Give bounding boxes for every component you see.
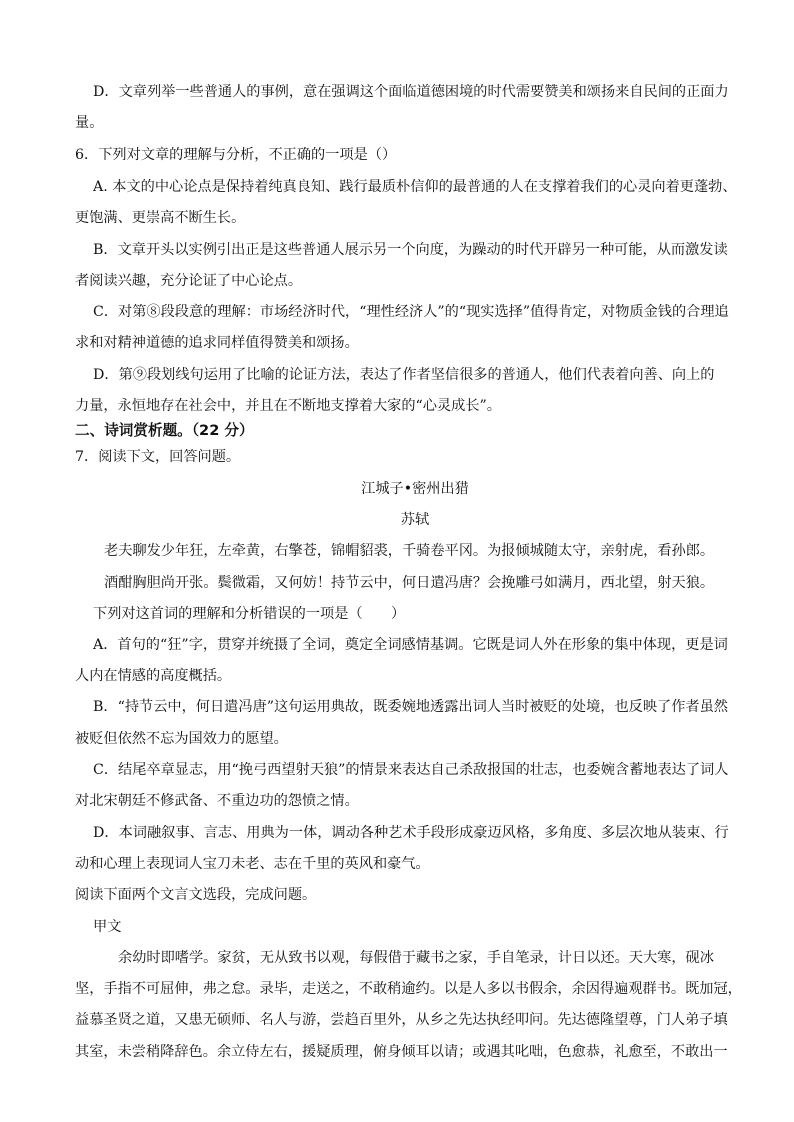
q7-option-c-line1: C．结尾卒章显志，用“挽弓西望射天狼”的情景来表达自己杀敌报国的壮志，也委婉含蓄地表达了词人 (93, 762, 729, 778)
q7-option-b-line2: 被贬但依然不忘为国效力的愿望。 (75, 731, 288, 747)
poem-line-1: 老夫聊发少年狂，左牵黄，右擎苍，锦帽貂裘，千骑卷平冈。为报倾城随太守，亲射虎，看孙郎。 (104, 543, 715, 559)
q6-option-c-line2: 求和对精神道德的追求同样值得赞美和颂扬。 (75, 335, 359, 351)
q5-option-d-line1: D．文章列举一些普通人的事例，意在强调这个面临道德困境的时代需要赞美和颂扬来自民间的正面力 (93, 84, 729, 100)
q7-question: 下列对这首词的理解和分析错误的一项是（ ） (93, 606, 406, 622)
q6-option-a-line1: A. 本文的中心论点是保持着纯真良知、践行最质朴信仰的最普通的人在支撑着我们的心灵向着更蓬勃、 (93, 179, 737, 195)
q7-option-d-line2: 动和心理上表现词人宝刀未老、志在千里的英风和豪气。 (75, 856, 430, 872)
jia-text-line1: 余幼时即嗜学。家贫，无从致书以观，每假借于藏书之家，手自笔录，计日以还。天大寒，砚冰 (118, 950, 714, 966)
reading-intro: 阅读下面两个文言文选段，完成问题。 (75, 887, 317, 903)
poem-author: 苏轼 (400, 512, 430, 528)
q6-option-d-line1: D．第⑨段划线句运用了比喻的论证方法，表达了作者坚信很多的普通人，他们代表着向善、向上的 (93, 367, 715, 383)
jia-text-line4: 其室，未尝稍降辞色。余立侍左右，援疑质理，俯身倾耳以请；或遇其叱咄，色愈恭，礼愈至，不敢出一 (75, 1044, 728, 1060)
jia-text-line2: 坚，手指不可屈伸，弗之怠。录毕，走送之，不敢稍逾约。以是人多以书假余，余因得遍观群书。既加冠， (75, 981, 742, 997)
q7-option-d-line1: D．本词融叙事、言志、用典为一体，调动各种艺术手段形成豪迈风格，多角度、多层次地从装束、行 (93, 825, 729, 841)
jia-text-line3: 益慕圣贤之道，又患无硕师、名人与游，尝趋百里外，从乡之先达执经叩问。先达德隆望尊，门人弟子填 (75, 1012, 728, 1028)
section-2-heading: 二、诗词赏析题。（22 分） (75, 422, 254, 439)
q6-option-b-line2: 者阅读兴趣，充分论证了中心论点。 (75, 273, 303, 289)
poem-title: 江城子•密州出猎 (361, 481, 469, 497)
q7-option-a-line2: 人内在情感的高度概括。 (75, 668, 232, 684)
q6-option-a-line2: 更饱满、更崇高不断生长。 (75, 210, 246, 226)
jia-label: 甲文 (93, 919, 122, 935)
q7-option-c-line2: 对北宋朝廷不修武备、不重边功的怨愤之情。 (75, 793, 359, 809)
q6-option-c-line1: C．对第⑧段段意的理解：市场经济时代，“理性经济人”的“现实选择”值得肯定，对物质金钱的合理追 (93, 304, 729, 320)
q7-stem: 7．阅读下文，回答问题。 (75, 449, 241, 465)
poem-line-2: 酒酣胸胆尚开张。鬓微霜，又何妨！持节云中，何日遣冯唐？会挽雕弓如满月，西北望，射天狼。 (104, 575, 715, 591)
q6-option-b-line1: B．文章开头以实例引出正是这些普通人展示另一个向度，为躁动的时代开辟另一种可能，从而激发读 (93, 242, 728, 258)
q7-option-a-line1: A．首句的“狂”字，贯穿并统摄了全词，奠定全词感情基调。它既是词人外在形象的集中体现，更是词 (93, 637, 728, 653)
q6-option-d-line2: 力量，永恒地存在社会中，并且在不断地支撑着大家的“心灵成长”。 (75, 398, 501, 414)
q7-option-b-line1: B．“持节云中，何日遣冯唐”这句运用典故，既委婉地透露出词人当时被贬的处境，也反映了作者虽然 (93, 699, 728, 715)
q5-option-d-line2: 量。 (75, 115, 104, 131)
q6-stem: 6．下列对文章的理解与分析，不正确的一项是（） (75, 147, 397, 163)
